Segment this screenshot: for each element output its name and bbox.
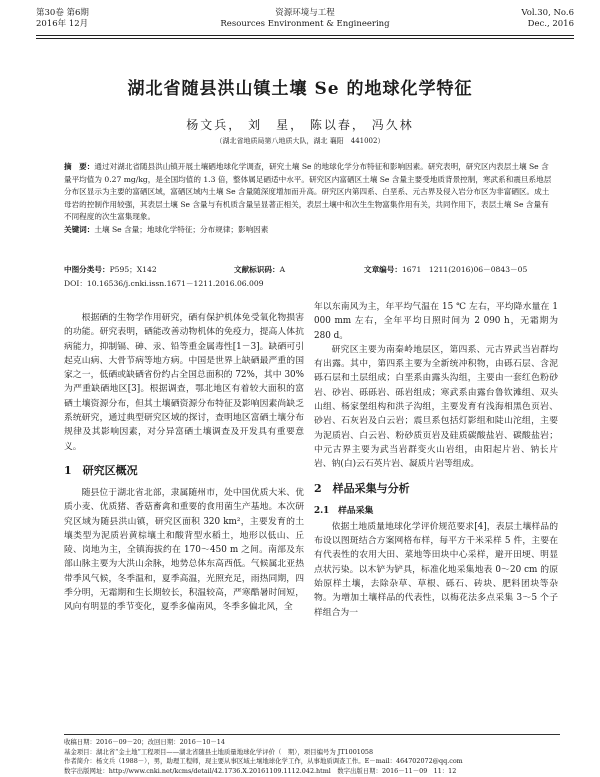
- keywords-line: [64, 224, 556, 237]
- keywords-text: 土壤 Se 含量；地球化学特征；分布规律；影响因素: [94, 224, 269, 234]
- page-header: [36, 4, 574, 38]
- doi: DOI：10.16536/j.cnki.issn.1671－1211.2016.06.009: [64, 279, 264, 288]
- keywords-label: 关键词：: [64, 224, 95, 234]
- article-number-field: [364, 264, 527, 276]
- affiliation: （湖北省地质局第八地质大队，湖北 襄阳 441002）: [215, 137, 385, 145]
- volume-issue-en: Vol.30, No.6: [521, 8, 574, 18]
- abstract-block: [64, 161, 556, 237]
- left-column: [64, 311, 304, 615]
- journal-name-cn: 资源环境与工程: [275, 8, 335, 18]
- footnote-block: [64, 734, 560, 776]
- journal-volume-right: [521, 8, 574, 30]
- clc-field: [64, 264, 157, 276]
- right-column: [314, 300, 558, 620]
- clc-value: P595；X142: [109, 265, 157, 274]
- volume-issue-cn: 第30卷 第6期: [36, 8, 89, 18]
- header-rule-thin: [36, 38, 574, 39]
- doc-code-label: 文献标识码：: [234, 265, 280, 274]
- abstract-text: 通过对湖北省随县洪山镇开展土壤硒地球化学调查，研究土壤 Se 的地球化学分布特征和影响因素。研究表明，研究区内表层土壤 Se 含量平均值为 0.27 mg/kg，是全国均值的 1.3 倍，整体属足硒适中水平。研究区内富硒区土壤 Se 含量主要受地质背景控制，寒武系和震旦系地层分布区显示为主要的富硒区域，富硒区域内土壤 Se 含量随深度增加而升高。研究区内第四系、白垩系、元古界及侵入岩分布区为非富硒区。成土母岩的控制作用较强，其表层土壤 Se 含量与有机质含量呈显著正相关，表层土壤中和次生生物富集作用有关，共同作用下，表层土壤 Se 含量有不同程度的次生富集现象。: [64, 162, 552, 222]
- article-number-value: 1671 1211(2016)06－0843－05: [401, 265, 528, 274]
- online-publication: 数字出版网址：http://www.cnki.net/kcms/detail/42.1736.X.20161109.1112.042.html 数字出版日期：2016－11－09 11：12: [64, 766, 457, 775]
- geology-paragraph: 研究区主要为南秦岭地层区，第四系、元古界武当岩群均有出露。其中，第四系主要为全新统冲积物，由砾石层、含泥砾石层和土层组成；白垩系由露头沟组，主要由一套红色粉砂岩、砂岩、砾砾岩、砾岩组成；寒武系由露台鲁钦滩组、双头山组、杨家堡组构和洪子沟组，主要发育有浅海相黑色页岩、砂岩、石灰岩及白云岩；震旦系包括灯影组和陡山沱组，主要为泥质岩、白云岩、粉砂质页岩及硅质碳酸盐岩、碳酸盐岩；中元古界主要为武当岩群变火山岩组，由阳起片岩、钠长片岩、钠(白)云石英片岩、凝质片岩等组成。: [314, 344, 558, 470]
- article-title: 湖北省随县洪山镇土壤 Se 的地球化学特征: [127, 79, 473, 99]
- author-list: 杨文兵， 刘 星， 陈以春， 冯久林: [186, 118, 414, 132]
- sampling-paragraph: 依据土地质量地球化学评价规范要求[4]，表层土壤样品的布设以图斑结合方案网格布样，每平方千米采样 5 件，主要在有代表性的农用大田、菜地等田块中心采样，避开田埂、明显点状污染。以木铲为铲具，标准化地采集地表 0～20 cm 的原始原样土壤，去除杂草、草根、砾石、砖块、肥料团块等杂物。为增加土壤样品的代表性，以梅花法多点采集 3～5 个子样组合为一: [314, 521, 558, 618]
- intro-paragraph: 根据硒的生物学作用研究，硒有保护机体免受氧化物损害的功能。研究表明，硒能改善动物机体的免疫力，提高人体抗病能力，抑制镉、砷、汞、铅等重金属毒性[1－3]。缺硒可引起克山病、大骨节病等地方病。中国是世界上缺硒最严重的国家之一，低硒或缺硒省份约占全国总面积的 72%，其中 30% 为严重缺硒地区[3]。根据调查，鄂北地区有着较大面积的富硒土壤资源分布，但其土壤硒资源分布特征及影响因素尚缺乏系统研究，通过典型研究区域的探讨，查明地区富硒土壤分布规律及其影响因素，对分异富硒土壤调查及开发具有重要意义。: [64, 313, 304, 452]
- journal-name-en: Resources Environment & Engineering: [220, 19, 390, 29]
- fund-info: 基金项目：湖北省“金土地”工程项目——湖北省随县土地质量地球化学评价（ 期），项目编号为 JT1001058: [64, 747, 374, 756]
- doc-code-value: A: [279, 265, 286, 274]
- abstract-paragraph: [64, 161, 556, 224]
- author-bio: 作者简介：杨文兵（1988－），男，助理工程师，现主要从事区域土壤地球化学工作，从事地质调查工作。E－mail：464702072@qq.com: [64, 757, 463, 765]
- date-cn: 2016年 12月: [36, 19, 89, 29]
- section-heading-1: 1 研究区概况: [64, 463, 138, 477]
- climate-paragraph: 年以东南风为主，年平均气温在 15 ℃ 左右，平均降水量在 1 000 mm 左右，全年平均日照时间为 2 090 h，无霜期为 280 d。: [314, 302, 558, 341]
- header-rule: [36, 35, 574, 36]
- subsection-heading-2-1: 2.1 样品采集: [314, 505, 374, 516]
- study-area-paragraph: 随县位于湖北省北部，隶属随州市，处中国优质大米、优质小麦、优质猪、香菇畜禽和重要的食用菌生产基地。本次研究区域为随县洪山镇，研究区面积 320 km²，主要发育的土壤类型为泥质岩黄棕壤土和酸背型水稻土，地形以低山、丘陵、岗地为主，全镇海拔约在 170～450 m 之间。南部及东部山脉主要为大洪山余脉，地势总体东高西低。气候属北亚热带季风气候，冬季温和，夏季高温，光照充足，雨热同期，四季分明，无霜期和生长期较长，积温较高，严寒酷暑时间短，风向有明显的季节变化，夏季多偏南风，冬季多偏北风，全: [64, 487, 304, 613]
- clc-label: 中图分类号：: [64, 265, 110, 274]
- section-heading-2: 2 样品采集与分析: [314, 481, 410, 495]
- received-date: 收稿日期：2016－09－20；改回日期：2016－10－14: [64, 738, 225, 746]
- date-en: Dec., 2016: [527, 19, 574, 29]
- doc-code-field: [234, 264, 285, 276]
- journal-name: [36, 8, 574, 30]
- abstract-label: 摘 要：: [64, 162, 95, 171]
- article-number-label: 文章编号：: [364, 265, 402, 274]
